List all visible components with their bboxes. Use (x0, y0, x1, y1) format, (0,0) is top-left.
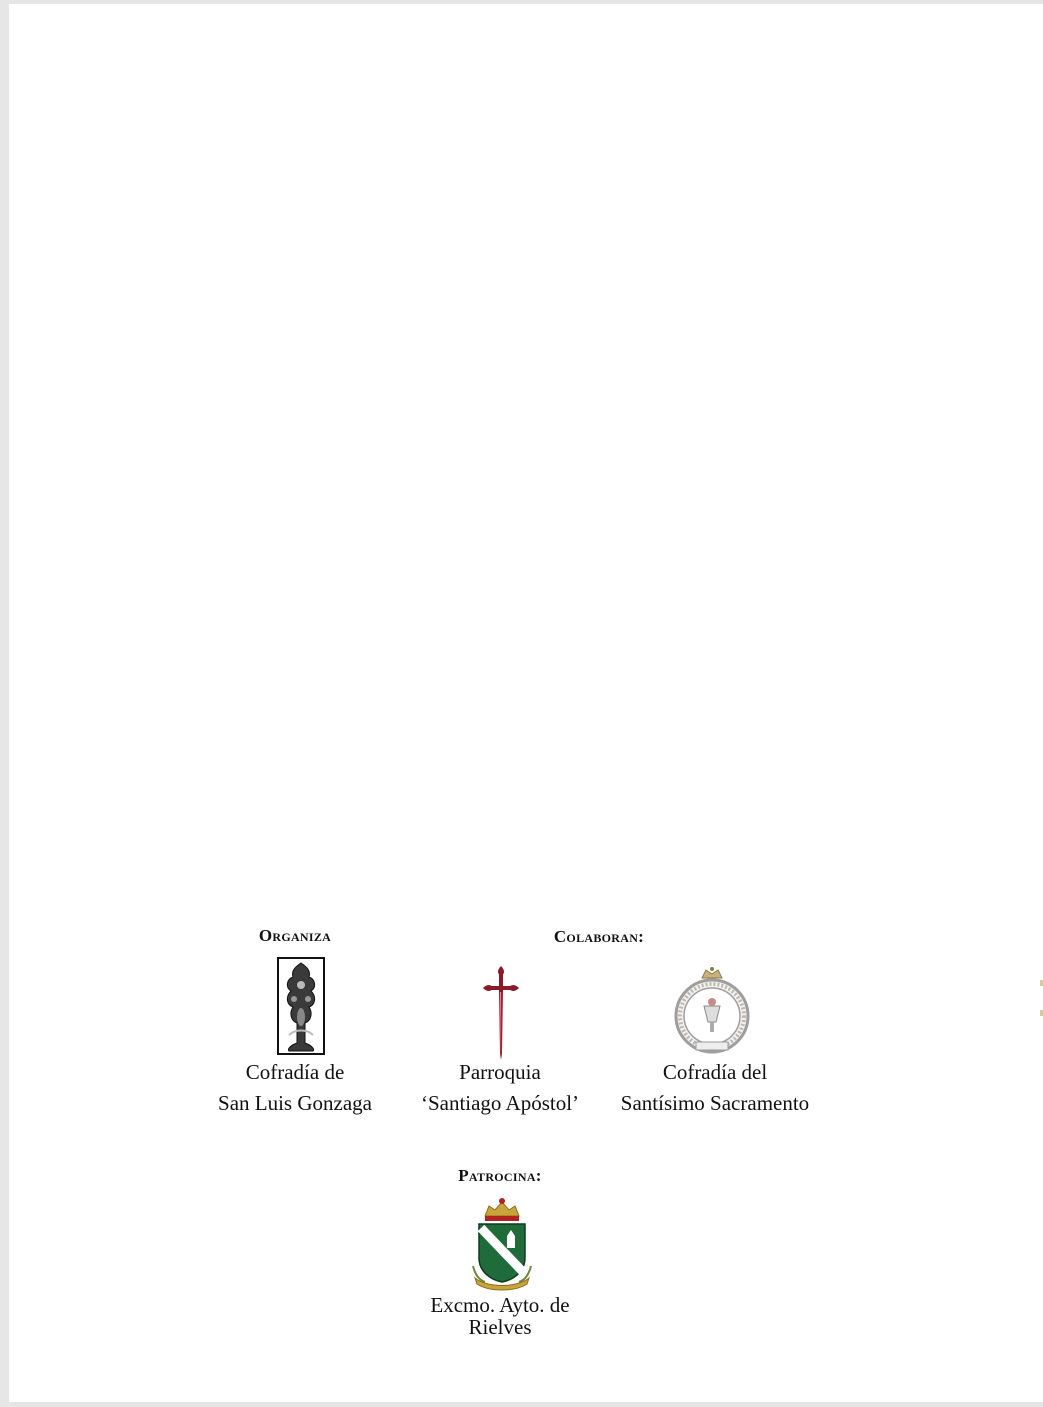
patrocina-line1: Excmo. Ayto. de (430, 1293, 570, 1317)
patrocina-line2: Rielves (468, 1315, 532, 1339)
cofradia-sacramento-line1: Cofradía del (662, 1060, 768, 1084)
organiza-name-line1: Cofradía de (245, 1060, 345, 1084)
santisimo-sacramento-seal-icon (674, 966, 750, 1060)
organiza-caption (185, 1057, 405, 1119)
santiago-cross-icon (477, 964, 525, 1062)
parroquia-caption (390, 1057, 610, 1119)
patrocina-caption (390, 1294, 610, 1338)
organiza-name-line2: San Luis Gonzaga (218, 1091, 372, 1115)
san-luis-gonzaga-emblem-icon (277, 957, 325, 1055)
page (9, 4, 1043, 1402)
colaboran-heading: Colaboran: (553, 927, 645, 946)
parroquia-line2: ‘Santiago Apóstol’ (420, 1091, 580, 1115)
cofradia-sacramento-caption (595, 1057, 835, 1119)
organiza-heading: Organiza (258, 926, 332, 945)
cofradia-sacramento-line2: Santísimo Sacramento (620, 1091, 810, 1115)
rielves-coat-of-arms-icon (471, 1196, 533, 1292)
patrocina-heading: Patrocina: (458, 1166, 542, 1185)
parroquia-line1: Parroquia (459, 1060, 541, 1084)
